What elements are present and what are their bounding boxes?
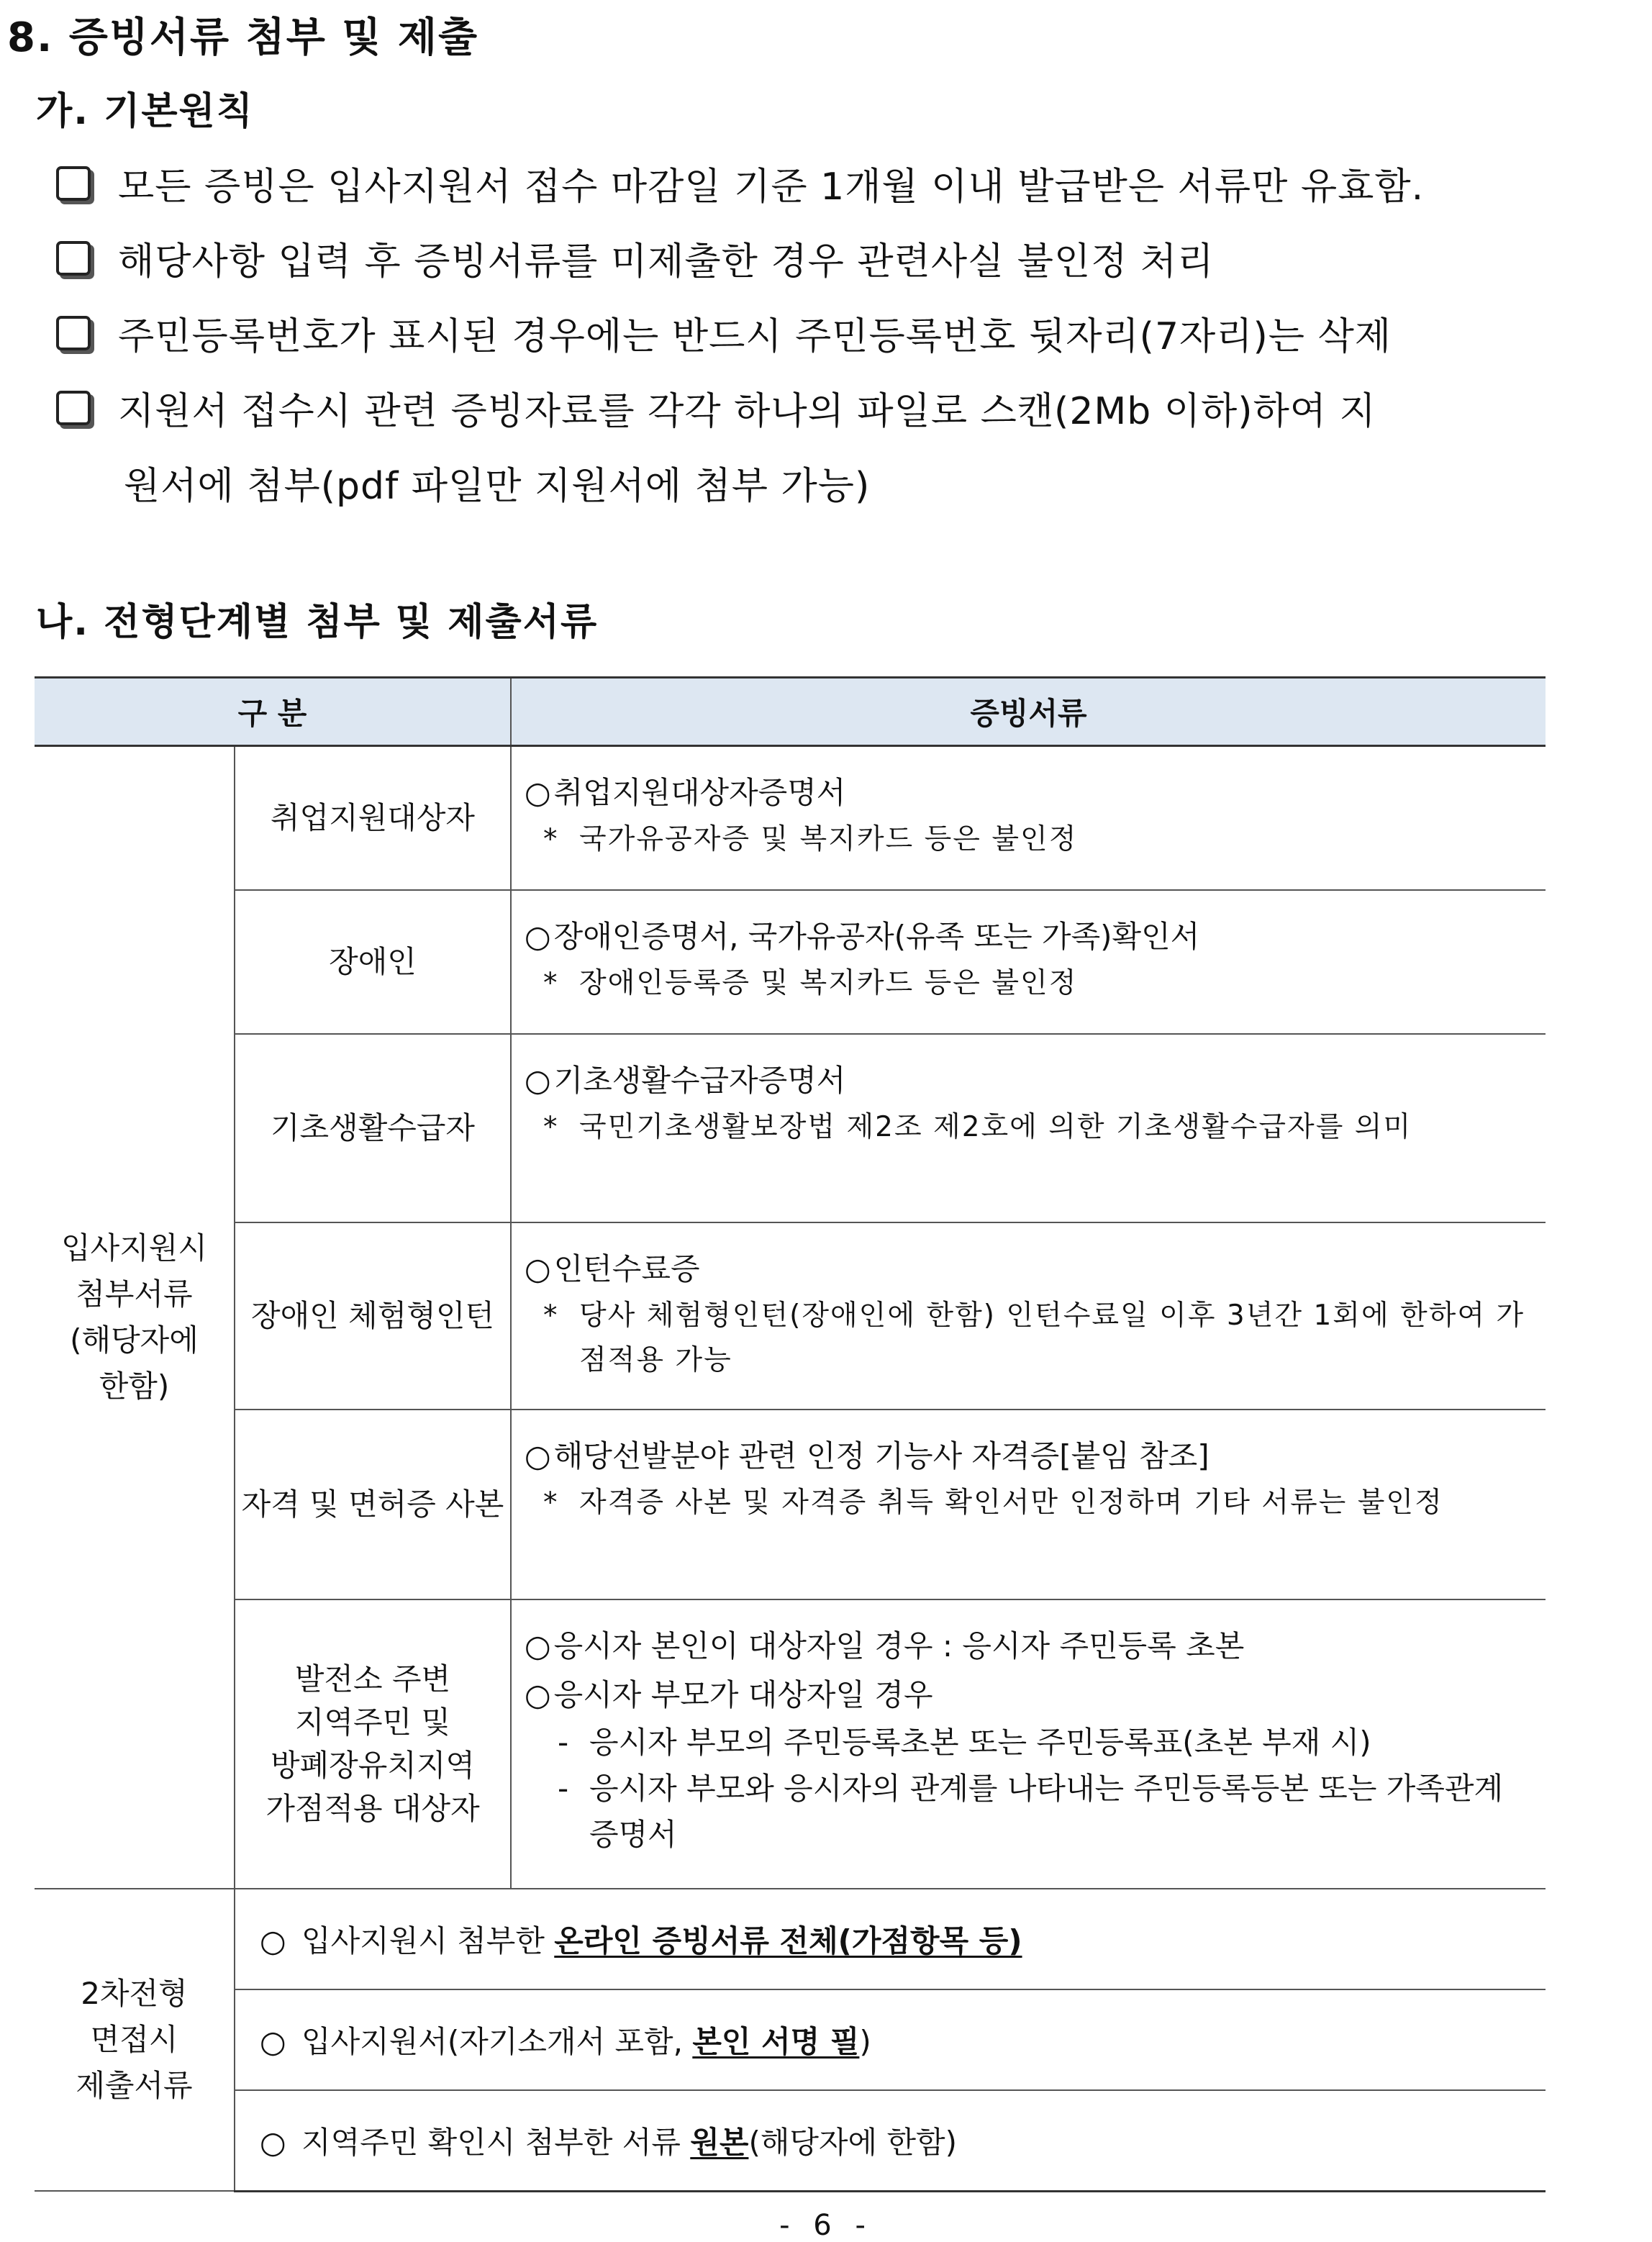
- circle-bullet-icon: ○: [260, 2124, 286, 2160]
- document-note: [525, 1105, 1531, 1150]
- group-label-line: (해당자에: [70, 1322, 199, 1358]
- header-documents: 증빙서류: [511, 678, 1546, 746]
- checkbox-bullet: [56, 389, 1376, 435]
- interview-document: [235, 1889, 1546, 1989]
- table-row: [35, 1410, 1546, 1599]
- group-label-line: 첨부서류: [76, 1276, 193, 1312]
- row-category-line: 기초생활수급자: [270, 1109, 475, 1145]
- row-category-line: 자격 및 면허증 사본: [241, 1486, 504, 1522]
- row-documents: [511, 1222, 1546, 1410]
- row-documents: [511, 746, 1546, 890]
- interview-text-post: (해당자에 한함): [748, 2124, 957, 2160]
- section-title: 8. 증빙서류 첨부 및 제출: [7, 14, 479, 61]
- row-category: [235, 1034, 511, 1222]
- interview-document-line: [250, 2119, 1531, 2162]
- checkbox-icon: [56, 391, 91, 425]
- table-row: [35, 1989, 1546, 2090]
- group-label-line: 한함): [99, 1368, 170, 1404]
- bullet-text: 해당사항 입력 후 증빙서류를 미제출한 경우 관련사실 불인정 처리: [118, 240, 1215, 283]
- document-sub-item-text: 응시자 부모의 주민등록초본 또는 주민등록표(초본 부재 시): [589, 1724, 1371, 1760]
- asterisk-mark: *: [543, 1110, 559, 1143]
- group-label-line: 입사지원시: [61, 1230, 207, 1266]
- documents-table: [35, 676, 1546, 2192]
- document-main: ○ 장애인증명서, 국가유공자(유족 또는 가족)확인서: [525, 912, 1531, 961]
- table-row: [35, 1034, 1546, 1222]
- document-note: [525, 817, 1531, 862]
- interview-document: [235, 1989, 1546, 2090]
- table-row: [35, 890, 1546, 1034]
- row-category-line: 지역주민 및: [294, 1704, 451, 1740]
- circle-bullet-icon: ○: [260, 2023, 286, 2059]
- document-main: ○ 응시자 부모가 대상자일 경우: [525, 1671, 1531, 1720]
- row-documents: [511, 890, 1546, 1034]
- document-main: ○ 취업지원대상자증명서: [525, 768, 1531, 817]
- table-row: [35, 1222, 1546, 1410]
- interview-text-pre: 입사지원서(자기소개서 포함,: [301, 2023, 693, 2059]
- checkbox-icon: [56, 316, 91, 350]
- header-category: 구 분: [35, 678, 511, 746]
- checkbox-bullet: [56, 239, 1215, 285]
- document-sub-item: [525, 1720, 1531, 1766]
- checkbox-icon: [56, 166, 91, 201]
- asterisk-mark: *: [543, 823, 559, 856]
- row-category: [235, 746, 511, 890]
- document-note-text: 당사 체험형인턴(장애인에 한함) 인턴수료일 이후 3년간 1회에 한하여 가점적용 가능: [579, 1299, 1525, 1376]
- bullet-text: 지원서 접수시 관련 증빙자료를 각각 하나의 파일로 스캔(2Mb 이하)하여 지: [118, 390, 1376, 433]
- interview-document-line: [250, 2018, 1531, 2061]
- group-label-application: [35, 746, 235, 1889]
- row-category-line: 취업지원대상자: [270, 799, 475, 835]
- row-documents: [511, 1034, 1546, 1222]
- bullet-text-continued: 원서에 첨부(pdf 파일만 지원서에 첨부 가능): [124, 465, 871, 508]
- interview-text-pre: 지역주민 확인시 첨부한 서류: [301, 2124, 691, 2160]
- document-sub-item-text: 응시자 부모와 응시자의 관계를 나타내는 주민등록등본 또는 가족관계증명서: [589, 1770, 1504, 1852]
- document-note-text: 장애인등록증 및 복지카드 등은 불인정: [579, 966, 1078, 999]
- document-note: [525, 1481, 1531, 1525]
- row-documents: [511, 1599, 1546, 1889]
- table-row: [35, 746, 1546, 890]
- row-category: [235, 890, 511, 1034]
- subsection-title-documents: 나. 전형단계별 첨부 및 제출서류: [36, 601, 599, 644]
- group-label-interview: [35, 1889, 235, 2192]
- asterisk-mark: *: [543, 966, 559, 999]
- page-number: - 6 -: [779, 2209, 873, 2242]
- group-label-line: 2차전형: [81, 1975, 188, 2011]
- interview-text-emphasis: 본인 서명 필: [692, 2023, 860, 2059]
- circle-bullet-icon: ○: [260, 1923, 286, 1959]
- subsection-title-principles: 가. 기본원칙: [36, 90, 255, 133]
- document-main: ○ 응시자 본인이 대상자일 경우 : 응시자 주민등록 초본: [525, 1622, 1531, 1671]
- document-main: ○ 해당선발분야 관련 인정 기능사 자격증[붙임 참조]: [525, 1432, 1531, 1481]
- checkbox-bullet: [56, 164, 1424, 210]
- row-documents: [511, 1410, 1546, 1599]
- bullet-text: 모든 증빙은 입사지원서 접수 마감일 기준 1개월 이내 발급받은 서류만 유효함.: [118, 165, 1425, 209]
- row-category-line: 가점적용 대상자: [266, 1790, 480, 1826]
- table-row: [35, 1599, 1546, 1889]
- row-category: [235, 1222, 511, 1410]
- row-category-line: 발전소 주변: [294, 1661, 451, 1697]
- checkbox-icon: [56, 241, 91, 276]
- document-note-text: 국민기초생활보장법 제2조 제2호에 의한 기초생활수급자를 의미: [579, 1110, 1412, 1143]
- asterisk-mark: *: [543, 1299, 559, 1332]
- interview-text-pre: 입사지원시 첨부한: [301, 1923, 555, 1959]
- group-label-line: 제출서류: [76, 2067, 193, 2103]
- document-main: ○ 기초생활수급자증명서: [525, 1056, 1531, 1105]
- group-label-line: 면접시: [90, 2021, 178, 2057]
- interview-text-emphasis: 원본: [690, 2124, 749, 2160]
- document-note-text: 자격증 사본 및 자격증 취득 확인서만 인정하며 기타 서류는 불인정: [579, 1486, 1443, 1519]
- table-row: [35, 2090, 1546, 2192]
- table-header-row: [35, 678, 1546, 746]
- row-category-line: 방폐장유치지역: [270, 1747, 475, 1783]
- row-category: [235, 1410, 511, 1599]
- table-row: [35, 1889, 1546, 1989]
- row-category-line: 장애인 체험형인턴: [251, 1297, 494, 1333]
- dash-mark: -: [558, 1770, 569, 1806]
- row-category-line: 장애인: [329, 943, 417, 979]
- document-main: ○ 인턴수료증: [525, 1245, 1531, 1294]
- dash-mark: -: [558, 1724, 569, 1760]
- document-note: [525, 961, 1531, 1006]
- interview-text-post: ): [859, 2023, 871, 2059]
- document-note-text: 국가유공자증 및 복지카드 등은 불인정: [579, 823, 1078, 856]
- interview-document: [235, 2090, 1546, 2192]
- row-category: [235, 1599, 511, 1889]
- bullet-text: 주민등록번호가 표시된 경우에는 반드시 주민등록번호 뒷자리(7자리)는 삭제: [118, 315, 1392, 358]
- interview-text-emphasis: 온라인 증빙서류 전체(가점항목 등): [554, 1923, 1022, 1959]
- checkbox-bullet: [56, 314, 1392, 360]
- document-sub-item: [525, 1766, 1531, 1858]
- asterisk-mark: *: [543, 1486, 559, 1519]
- interview-document-line: [250, 1918, 1531, 1961]
- document-note: [525, 1294, 1531, 1383]
